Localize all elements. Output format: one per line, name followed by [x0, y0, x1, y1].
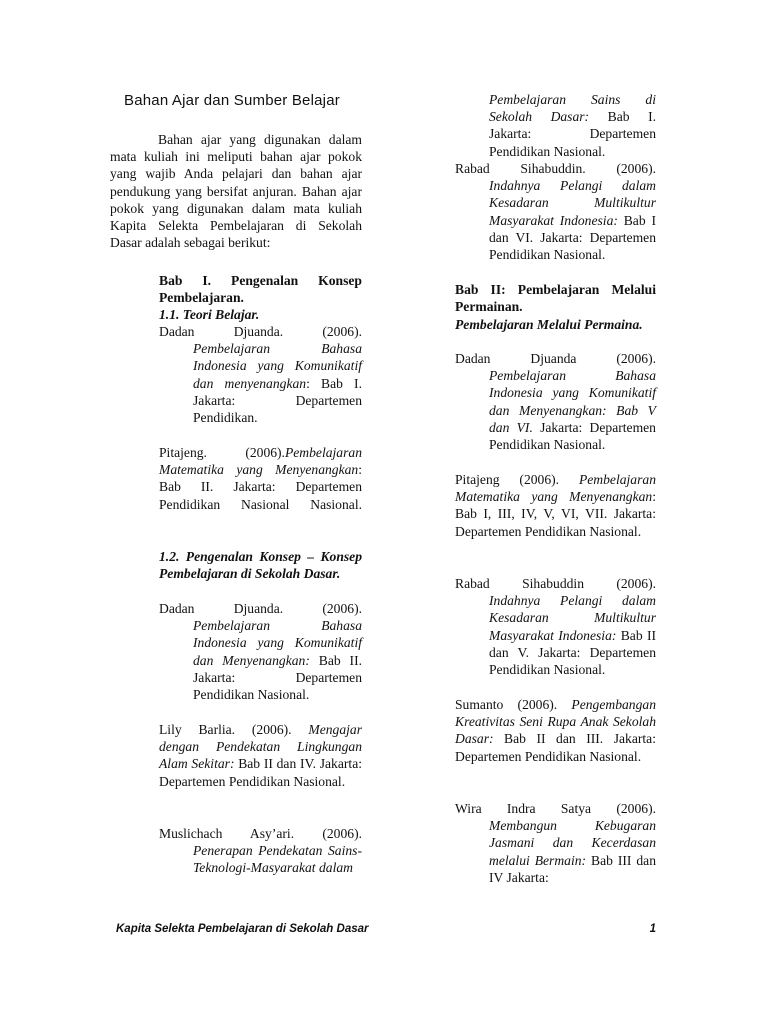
- reference-title: Penerapan Pendekatan Sains-Teknologi-Masyarakat dalam: [193, 843, 362, 876]
- reference-details: Bab III dan IV Jakarta:: [489, 852, 656, 885]
- reference-title: Pembelajaran Bahasa Indonesia yang Komunikatif dan Menyenangkan: Bab V dan VI.: [489, 368, 656, 435]
- intro-paragraph: Bahan ajar yang digunakan dalam mata kuliah ini meliputi bahan ajar pokok yang wajib Anda pelajari dan bahan ajar pendukung yang bersifat anjuran. Bahan ajar pokok yang digunakan dalam mata kuliah Kapita Selekta Pembelajaran di Sekolah Dasar adalah sebagai berikut:: [110, 132, 362, 251]
- page-title: Bahan Ajar dan Sumber Belajar: [124, 92, 340, 109]
- reference-author: Rabad Sihabuddin (2006).: [455, 576, 656, 591]
- reference-details: Jakarta: Departemen Pendidikan Nasional.: [489, 419, 656, 453]
- reference-body: [455, 177, 656, 263]
- reference-item: [455, 800, 656, 886]
- reference-title: Membangun Kebugaran Jasmani dan Kecerdasan melalui Bermain:: [489, 818, 656, 868]
- reference-title: Indahnya Pelangi dalam Kesadaran Multikultur Masyarakat Indonesia:: [489, 178, 656, 228]
- bab1-heading: Bab I. Pengenalan Konsep Pembelajaran.: [159, 273, 362, 306]
- reference-body: [159, 340, 362, 426]
- reference-author: Sumanto (2006).: [455, 697, 558, 712]
- reference-body: [159, 842, 362, 876]
- reference-details: Bab II dan V. Jakarta: Departemen Pendidikan Nasional.: [489, 627, 656, 678]
- reference-details: Bab II dan IV. Jakarta: Departemen Pendidikan Nasional.: [159, 756, 363, 789]
- reference-item: [455, 575, 656, 678]
- reference-title: Mengajar dengan Pendekatan Lingkungan Alam Sekitar:: [159, 722, 362, 772]
- reference-author: Rabad Sihabuddin. (2006).: [455, 161, 656, 176]
- reference-author: Muslichach Asy’ari. (2006).: [159, 826, 362, 841]
- reference-title: Pembelajaran Matematika yang Menyenangkan: [455, 472, 656, 505]
- reference-author: Dadan Djuanda (2006).: [455, 351, 656, 366]
- reference-details: : Bab I, III, IV, V, VI, VII. Jakarta: Departemen Pendidikan Nasional.: [455, 489, 656, 539]
- reference-title: Pembelajaran Sains di Sekolah Dasar:: [489, 92, 656, 125]
- reference-author: Pitajeng (2006).: [455, 472, 560, 487]
- reference-details: : Bab I. Jakarta: Departemen Pendidikan.: [193, 375, 362, 426]
- reference-title: Pembelajaran Bahasa Indonesia yang Komunikatif dan menyenangkan: [193, 341, 362, 391]
- reference-author: Dadan Djuanda. (2006).: [159, 324, 362, 339]
- reference-item-continued: [455, 91, 656, 160]
- reference-details: : Bab II. Jakarta: Departemen Pendidikan Nasional Nasional.: [159, 462, 362, 512]
- reference-body: [455, 367, 656, 453]
- reference-item: [159, 721, 362, 790]
- reference-item: [455, 696, 656, 765]
- reference-item: [455, 160, 656, 263]
- reference-title: Pembelajaran Matematika yang Menyenangkan: [159, 445, 362, 478]
- reference-author-line: [159, 721, 362, 790]
- reference-body: [159, 617, 362, 703]
- page-footer: [116, 921, 656, 938]
- reference-details: Bab I dan VI. Jakarta: Departemen Pendidikan Nasional.: [489, 212, 656, 263]
- reference-item: [455, 350, 656, 453]
- reference-author: Dadan Djuanda. (2006).: [159, 601, 362, 616]
- reference-body: [455, 817, 656, 886]
- section-2-1-heading: Pembelajaran Melalui Permaina.: [455, 317, 643, 332]
- page-number: 1: [649, 923, 656, 935]
- reference-title: Pengembangan Kreativitas Seni Rupa Anak Sekolah Dasar:: [455, 697, 656, 747]
- reference-body: [455, 91, 656, 160]
- reference-details: Bab II dan III. Jakarta: Departemen Pendidikan Nasional.: [455, 731, 656, 764]
- reference-author: Pitajeng. (2006).: [159, 445, 285, 460]
- reference-author-line: [455, 696, 656, 765]
- reference-item: [159, 600, 362, 703]
- reference-author-line: [159, 444, 362, 513]
- reference-details: Bab II. Jakarta: Departemen Pendidikan Nasional.: [193, 652, 362, 703]
- section-1-2-heading: 1.2. Pengenalan Konsep – Konsep Pembelajaran di Sekolah Dasar.: [159, 549, 362, 582]
- reference-author: Wira Indra Satya (2006).: [455, 801, 656, 816]
- reference-author-line: [455, 471, 656, 540]
- reference-details: Bab I. Jakarta: Departemen Pendidikan Nasional.: [489, 109, 656, 159]
- reference-item: [159, 444, 362, 513]
- reference-title: Pembelajaran Bahasa Indonesia yang Komunikatif dan Menyenangkan:: [193, 618, 362, 668]
- reference-item: [455, 471, 656, 540]
- reference-item: [159, 323, 362, 426]
- reference-author: Lily Barlia. (2006).: [159, 722, 292, 737]
- section-1-1-heading: 1.1. Teori Belajar.: [159, 307, 260, 322]
- reference-body: [455, 592, 656, 678]
- bab2-heading: Bab II: Pembelajaran Melalui Permainan.: [455, 282, 656, 315]
- reference-title: Indahnya Pelangi dalam Kesadaran Multikultur Masyarakat Indonesia:: [489, 593, 656, 643]
- footer-text: Kapita Selekta Pembelajaran di Sekolah Dasar: [116, 923, 369, 935]
- reference-item: [159, 825, 362, 877]
